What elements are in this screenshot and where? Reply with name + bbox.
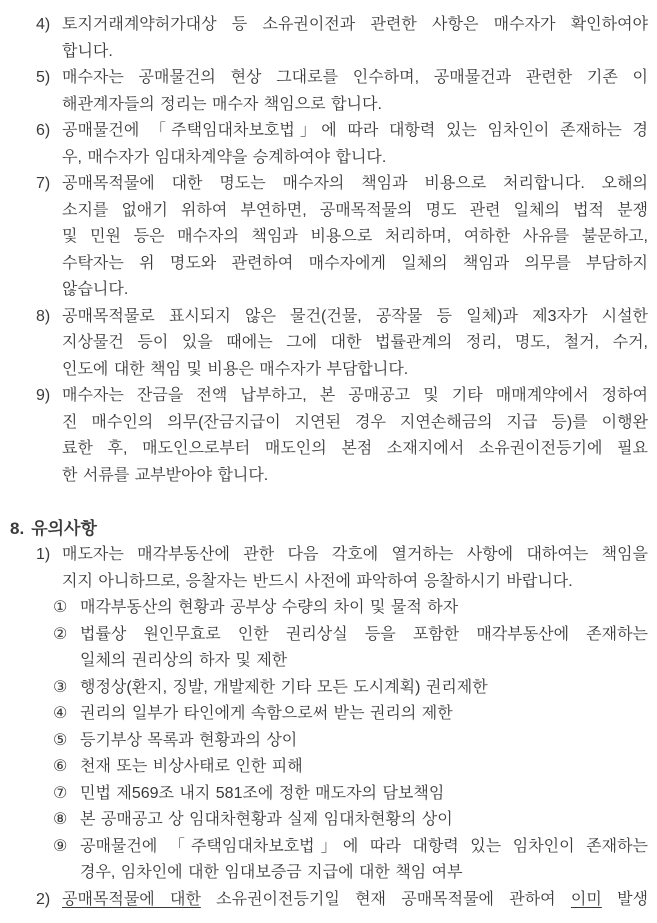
notice-item-9 bbox=[36, 383, 648, 489]
item-line: 수탁자는 위 명도와 관련하여 매수자에게 일체의 책임과 의무를 부담하지 bbox=[62, 254, 648, 272]
item-marker: 7) bbox=[36, 175, 51, 192]
item-line: 인도에 대한 책임 및 비용은 매수자가 부담합니다. bbox=[62, 360, 409, 378]
item-line: 해관계자들의 정리는 매수자 책임으로 합니다. bbox=[62, 95, 382, 113]
item-marker: 8) bbox=[36, 307, 51, 325]
notice-item-5 bbox=[36, 65, 648, 118]
caution-subitem-4 bbox=[53, 701, 648, 728]
caution-subitem-2 bbox=[53, 622, 648, 675]
item-marker: 2) bbox=[36, 890, 51, 908]
item-line: 권리의 일부가 타인에게 속함으로써 받는 권리의 제한 bbox=[80, 705, 453, 722]
item-marker: 9) bbox=[36, 387, 51, 404]
caution-item-1 bbox=[36, 542, 648, 595]
plain-text: 발생 bbox=[601, 890, 648, 908]
caution-subitem-9 bbox=[53, 834, 648, 887]
item-marker: 6) bbox=[36, 122, 51, 139]
caution-subitem-5 bbox=[53, 728, 648, 755]
item-line: 지상물건 등이 있을 때에는 그에 대한 법률관계의 정리, 명도, 철거, 수거, bbox=[62, 334, 648, 351]
item-line: 천재 또는 비상사태로 인한 피해 bbox=[80, 758, 303, 775]
item-line: 공매목적물에 대한 명도는 매수자의 책임과 비용으로 처리합니다. 오해의 bbox=[62, 175, 648, 192]
notice-item-6 bbox=[36, 118, 648, 171]
item-line: 경우, 임차인에 대한 임대보증금 지급에 대한 책임 여부 bbox=[80, 864, 463, 881]
caution-subitem-8 bbox=[53, 807, 648, 834]
item-line: 및 민원 등은 매수자의 책임과 비용으로 처리하며, 여하한 사유를 불문하고, bbox=[62, 228, 648, 245]
item-line: 행정상(환지, 징발, 개발제한 기타 모든 도시계획) 권리제한 bbox=[80, 678, 488, 696]
item-line: 매각부동산의 현황과 공부상 수량의 차이 및 물적 하자 bbox=[80, 599, 459, 616]
item-line: 우, 매수자가 임대차계약을 승계하여야 합니다. bbox=[62, 148, 387, 166]
section-title: 유의사항 bbox=[31, 518, 97, 538]
notice-item-7 bbox=[36, 171, 648, 304]
caution-item-2 bbox=[36, 887, 648, 914]
caution-subitem-3 bbox=[53, 675, 648, 702]
plain-text: 소유권이전등기일 현재 공매목적물에 관하여 bbox=[200, 890, 571, 908]
item-line: 합니다. bbox=[62, 42, 113, 60]
item-line: 진 매수인의 의무(잔금지급이 지연된 경우 지연손해금의 지급 등)를 이행완 bbox=[62, 413, 648, 431]
underlined-text: 이미 bbox=[570, 890, 602, 908]
item-marker: 4) bbox=[36, 16, 51, 33]
item-line: 공매물건에 「주택임대차보호법」에 따라 대항력 있는 임차인이 존재하는 bbox=[80, 837, 648, 855]
item-line: 토지거래계약허가대상 등 소유권이전과 관련한 사항은 매수자가 확인하여야 bbox=[62, 16, 648, 33]
item-line: 한 서류를 교부받아야 합니다. bbox=[62, 466, 269, 484]
circled-number-marker: ⑥ bbox=[53, 758, 68, 775]
item-line: 법률상 원인무효로 인한 권리상실 등을 포함한 매각부동산에 존재하는 bbox=[80, 625, 648, 643]
circled-number-marker: ② bbox=[53, 625, 68, 643]
circled-number-marker: ⑨ bbox=[53, 837, 68, 855]
circled-number-marker: ⑦ bbox=[53, 784, 68, 802]
item-line: 공매물건에 「주택임대차보호법」에 따라 대항력 있는 임차인이 존재하는 경 bbox=[62, 122, 648, 139]
item-line: 료한 후, 매도인으로부터 매도인의 본점 소재지에서 소유권이전등기에 필요 bbox=[62, 440, 648, 457]
item-marker: 5) bbox=[36, 69, 51, 86]
item-marker: 1) bbox=[36, 546, 51, 563]
section-number: 8. bbox=[10, 518, 25, 538]
circled-number-marker: ⑧ bbox=[53, 811, 68, 828]
item-line: 매수자는 잔금을 전액 납부하고, 본 공매공고 및 기타 매매계약에서 정하여 bbox=[62, 387, 648, 404]
caution-subitem-7 bbox=[53, 781, 648, 808]
item-line: 지지 아니하므로, 응찰자는 반드시 사전에 파악하여 응찰하시기 바랍니다. bbox=[62, 572, 573, 590]
item-line: 본 공매공고 상 임대차현황과 실제 임대차현황의 상이 bbox=[80, 811, 453, 828]
item-line: 매수자는 공매물건의 현상 그대로를 인수하며, 공매물건과 관련한 기존 이 bbox=[62, 69, 648, 86]
notice-item-8 bbox=[36, 304, 648, 384]
item-line: 일체의 권리상의 하자 및 제한 bbox=[80, 652, 288, 669]
item-line: 소지를 없애기 위하여 부연하면, 공매목적물의 명도 관련 일체의 법적 분쟁 bbox=[62, 201, 648, 219]
circled-number-marker: ⑤ bbox=[53, 731, 68, 749]
circled-number-marker: ① bbox=[53, 599, 68, 616]
circled-number-marker: ④ bbox=[53, 705, 68, 722]
circled-number-marker: ③ bbox=[53, 678, 68, 696]
item-line: 공매목적물로 표시되지 않은 물건(건물, 공작물 등 일체)과 제3자가 시설한 bbox=[62, 307, 648, 325]
item-line-with-underlines bbox=[62, 887, 648, 914]
notice-item-4 bbox=[36, 12, 648, 65]
item-line: 민법 제569조 내지 581조에 정한 매도자의 담보책임 bbox=[80, 784, 445, 802]
underlined-text: 공매목적물에 대한 bbox=[62, 890, 201, 908]
caution-subitem-1 bbox=[53, 595, 648, 622]
caution-subitem-6 bbox=[53, 754, 648, 781]
item-line: 등기부상 목록과 현황과의 상이 bbox=[80, 731, 298, 749]
item-line: 않습니다. bbox=[62, 281, 129, 298]
item-line: 매도자는 매각부동산에 관한 다음 각호에 열거하는 사항에 대하여는 책임을 bbox=[62, 546, 648, 563]
section-8-heading bbox=[10, 516, 657, 543]
